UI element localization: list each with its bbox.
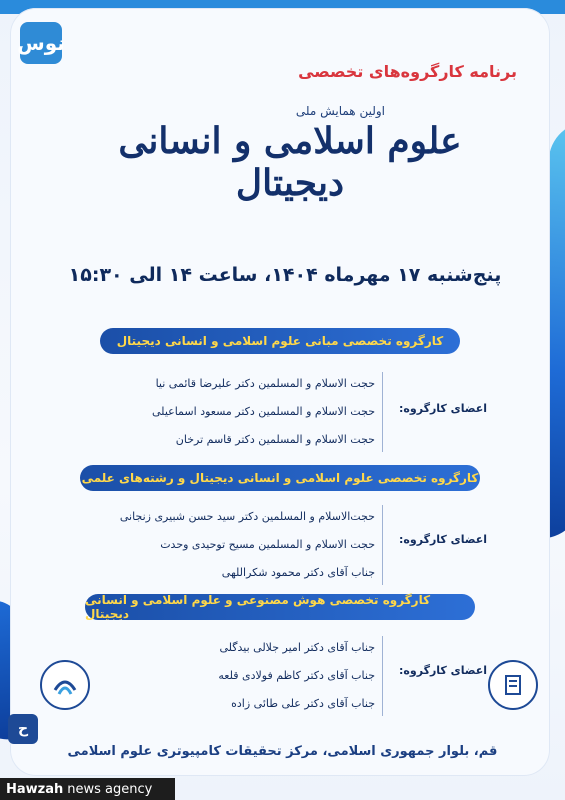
group-title: کارگروه تخصصی علوم اسلامی و انسانی دیجیتال و رشته‌های علمی [81, 471, 479, 485]
member-item: جناب آقای دکتر کاظم فولادی قلعه [218, 669, 375, 682]
event-first-label: اولین همایش ملی [295, 104, 385, 118]
group-title: کارگروه تخصصی هوش مصنوعی و علوم اسلامی و انسانی دیجیتال [85, 593, 431, 621]
member-item: جناب آقای دکتر علی طائی زاده [231, 697, 375, 710]
hawzah-badge-icon: ح [8, 714, 38, 744]
member-item: جناب آقای دکتر امیر جلالی بیدگلی [219, 641, 375, 654]
member-divider [382, 505, 383, 585]
members-label: اعضای کارگروه: [399, 533, 487, 546]
member-item: حجت‌الاسلام و المسلمین دکتر سید حسن شبیری زنجانی [119, 510, 375, 523]
member-item: حجت الاسلام و المسلمین دکتر علیرضا قائمی نیا [155, 377, 375, 390]
agency-watermark [0, 778, 175, 800]
member-list [75, 634, 375, 718]
address-line: قم، بلوار جمهوری اسلامی، مرکز تحقیقات کامپیوتری علوم اسلامی [67, 744, 498, 759]
group-title: کارگروه تخصصی مبانی علوم اسلامی و انسانی دیجیتال [116, 334, 444, 348]
noos-logo-icon: نوس [20, 22, 62, 64]
group-title-bar [100, 328, 460, 354]
member-divider [382, 372, 383, 452]
program-title: برنامه کارگروه‌های تخصصی [298, 62, 517, 81]
group-title-bar [80, 465, 480, 491]
event-title: علوم اسلامی و انسانی دیجیتال [118, 120, 462, 204]
agency-brand: Hawzah [6, 781, 64, 797]
member-item: حجت الاسلام و المسلمین دکتر مسعود اسماعیلی [152, 405, 375, 418]
member-list [75, 503, 375, 587]
date-time-line: پنج‌شنبه ۱۷ مهرماه ۱۴۰۴، ساعت ۱۴ الی ۱۵:۳۰ [68, 264, 502, 286]
agency-rest: news agency [67, 781, 153, 797]
research-center-emblem-icon [488, 660, 538, 710]
research-center-emblem-graphic [498, 670, 528, 700]
members-label: اعضای کارگروه: [399, 402, 487, 415]
member-item: جناب آقای دکتر محمود شکراللهی [221, 566, 375, 579]
institute-emblem-icon [40, 660, 90, 710]
member-item: حجت الاسلام و المسلمین دکتر قاسم ترخان [175, 433, 375, 446]
group-title-bar [85, 594, 475, 620]
member-item: حجت الاسلام و المسلمین مسیح توحیدی وحدت [160, 538, 375, 551]
member-divider [382, 636, 383, 716]
institute-emblem-graphic [50, 670, 80, 700]
member-list [75, 370, 375, 454]
members-label: اعضای کارگروه: [399, 664, 487, 677]
